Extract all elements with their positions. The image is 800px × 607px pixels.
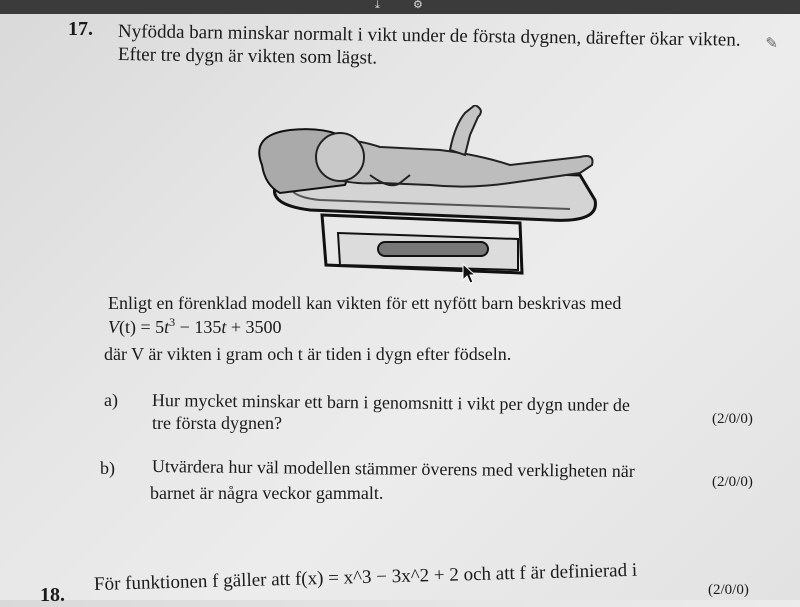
question-number: 17. (68, 18, 93, 40)
part-a-line-2: tre första dygnen? (152, 413, 282, 433)
baby-leg-raised (450, 105, 481, 155)
where-line: där V är vikten i gram och t är tiden i dygn efter födseln. (104, 344, 512, 364)
baby-head (316, 133, 364, 181)
intro-line-2: Efter tre dygn är vikten som lägst. (117, 44, 378, 69)
part-b-label: b) (100, 458, 115, 478)
model-formula: $V(t) = 5t^3 - 135t + 3500$ (108, 315, 282, 337)
part-b-points: (2/0/0) (712, 474, 753, 490)
part-a-line-1: Hur mycket minskar ett barn i genomsnitt i vikt per dygn under de (151, 390, 630, 416)
part-b-line-1: Utvärdera hur väl modellen stämmer överens med verkligheten när (151, 456, 635, 482)
intro-line-1: Nyfödda barn minskar normalt i vikt under de första dygnen, därefter ökar vikten. (117, 21, 741, 51)
part-a-label: a) (104, 390, 118, 410)
baby-scale-illustration (250, 105, 610, 275)
part-a-points: (2/0/0) (712, 411, 753, 427)
download-icon[interactable]: ⤓ (375, 0, 380, 11)
mouse-cursor-icon (462, 263, 476, 285)
scale-display (378, 242, 488, 256)
pencil-icon[interactable]: ✎ (765, 34, 778, 52)
q18-points: (2/0/0) (708, 582, 749, 598)
part-b-line-2: barnet är några veckor gammalt. (150, 483, 384, 503)
browser-toolbar (0, 0, 800, 14)
model-line: Enligt en förenklad modell kan vikten för ett nyfött barn beskrivas med (108, 293, 622, 313)
question-number-18: 18. (40, 584, 65, 606)
q18-line-1: För funktionen f gäller att f(x) = x^3 − 3x^2 + 2 och att f är definierad i (93, 559, 638, 595)
gear-icon[interactable]: ⚙ (413, 0, 423, 11)
